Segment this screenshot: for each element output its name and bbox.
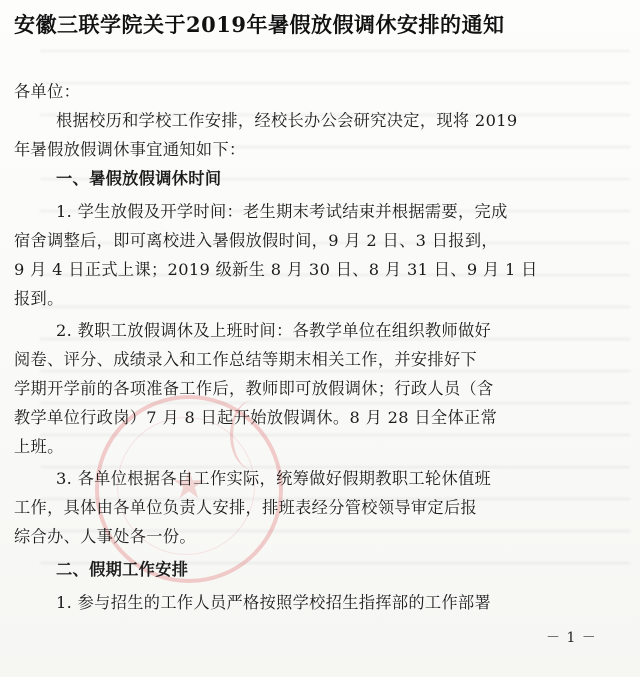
page-number: － 1 － <box>546 630 597 646</box>
s1-item2-line-5: 上班。 <box>14 437 64 456</box>
s1-item2-line-2: 阅卷、评分、成绩录入和工作总结等期末相关工作，并安排好下 <box>14 350 478 369</box>
s2-item1-line-1: 1. 参与招生的工作人员严格按照学校招生指挥部的工作部署 <box>56 593 492 612</box>
s1-item1-line-1: 1. 学生放假及开学时间：老生期末考试结束并根据需要，完成 <box>56 202 508 221</box>
s1-item1-line-4: 报到。 <box>14 289 64 308</box>
section-1-heading: 一、暑假放假调休时间 <box>56 169 222 188</box>
intro-line-1: 根据校历和学校工作安排，经校长办公会研究决定，现将 2019 <box>56 111 518 130</box>
s1-item2-line-1: 2. 教职工放假调休及上班时间：各教学单位在组织教师做好 <box>56 321 492 340</box>
section-2-heading: 二、假期工作安排 <box>56 560 189 579</box>
s1-item2-line-4: 教学单位行政岗）7 月 8 日起开始放假调休。8 月 28 日全体正常 <box>14 408 498 427</box>
document-title: 安徽三联学院关于2019年暑假放假调休安排的通知 <box>14 12 505 37</box>
s1-item1-line-2: 宿舍调整后，即可离校进入暑假放假时间，9 月 2 日、3 日报到， <box>14 231 498 250</box>
s1-item1-line-3: 9 月 4 日正式上课；2019 级新生 8 月 30 日、8 月 31 日、9 月 1 日 <box>14 260 538 279</box>
s1-item3-line-1: 3. 各单位根据各自工作实际，统筹做好假期教职工轮休值班 <box>56 469 492 488</box>
s1-item2-line-3: 学期开学前的各项准备工作后，教师即可放假调休；行政人员（含 <box>14 379 494 398</box>
s1-item3-line-2: 工作，具体由各单位负责人安排，排班表经分管校领导审定后报 <box>14 498 478 517</box>
intro-line-2: 年暑假放假调休事宜通知如下： <box>14 140 246 159</box>
addressee: 各单位： <box>14 82 81 101</box>
s1-item3-line-3: 综合办、人事处各一份。 <box>14 527 196 546</box>
